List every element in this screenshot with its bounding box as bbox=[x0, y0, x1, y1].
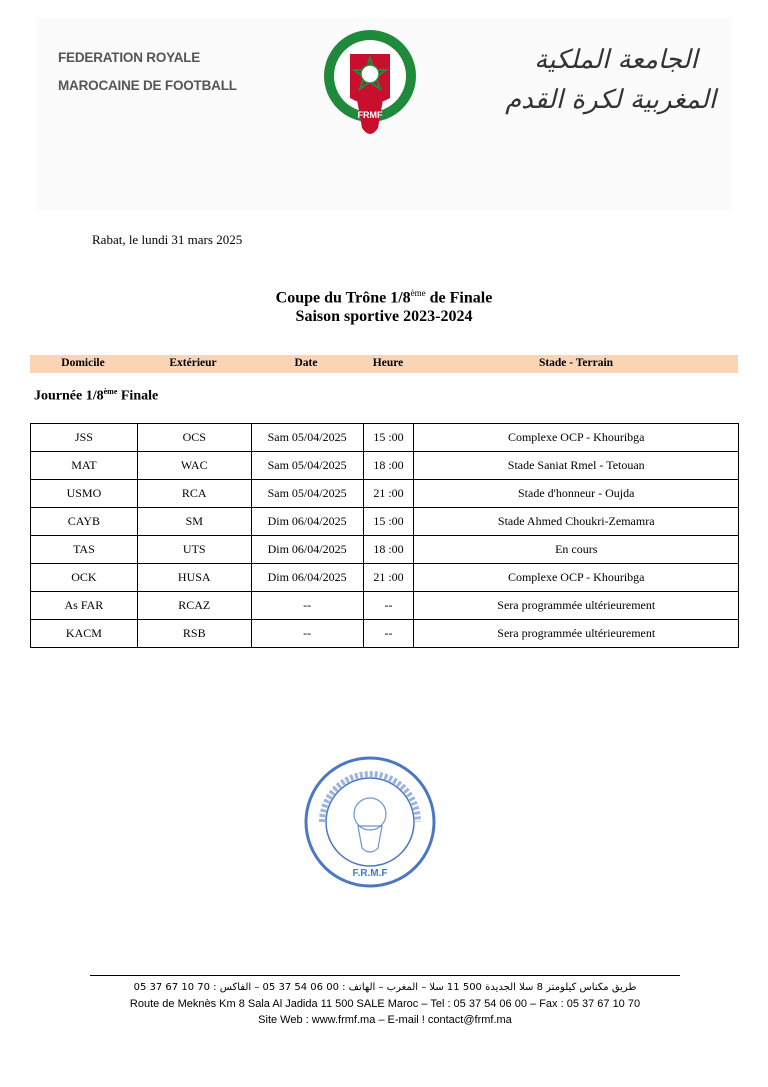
cell-time: -- bbox=[363, 620, 414, 648]
table-row bbox=[31, 620, 739, 648]
cell-time: 15 :00 bbox=[363, 424, 414, 452]
section-title-sup: ème bbox=[103, 387, 118, 396]
cell-time: 18 :00 bbox=[363, 452, 414, 480]
cell-home: JSS bbox=[31, 424, 138, 452]
org-name-arabic bbox=[505, 40, 716, 120]
cell-away: SM bbox=[137, 508, 251, 536]
footer-web-contact: Site Web : www.frmf.ma – E-mail ! contact@frmf.ma bbox=[258, 1014, 512, 1026]
table-row bbox=[31, 564, 739, 592]
cell-time: 18 :00 bbox=[363, 536, 414, 564]
cell-venue: En cours bbox=[414, 536, 739, 564]
column-venue: Stade - Terrain bbox=[538, 357, 614, 369]
table-row bbox=[31, 452, 739, 480]
cell-date: Sam 05/04/2025 bbox=[251, 452, 363, 480]
cell-venue: Stade Ahmed Choukri-Zemamra bbox=[414, 508, 739, 536]
org-name-arabic-line2: المغربية لكرة القدم bbox=[505, 85, 716, 115]
cell-venue: Complexe OCP - Khouribga bbox=[414, 424, 739, 452]
cell-time: 15 :00 bbox=[363, 508, 414, 536]
section-title-pre: Journée 1/8 bbox=[34, 388, 104, 404]
org-name-french-line1: FEDERATION ROYALE bbox=[58, 50, 201, 65]
title-line1-sup: ème bbox=[410, 288, 426, 298]
table-row bbox=[31, 480, 739, 508]
cell-home: OCK bbox=[31, 564, 138, 592]
cell-home: MAT bbox=[31, 452, 138, 480]
cell-date: -- bbox=[251, 592, 363, 620]
matches-table bbox=[30, 423, 739, 648]
cell-date: Sam 05/04/2025 bbox=[251, 424, 363, 452]
cell-date: Dim 06/04/2025 bbox=[251, 536, 363, 564]
footer bbox=[90, 980, 680, 1028]
cell-away: WAC bbox=[137, 452, 251, 480]
cell-date: Sam 05/04/2025 bbox=[251, 480, 363, 508]
table-row bbox=[31, 536, 739, 564]
cell-venue: Stade d'honneur - Oujda bbox=[414, 480, 739, 508]
column-header-bar bbox=[30, 355, 738, 373]
cell-time: -- bbox=[363, 592, 414, 620]
official-stamp bbox=[300, 752, 440, 892]
org-name-arabic-line1: الجامعة الملكية bbox=[534, 45, 698, 75]
cell-home: TAS bbox=[31, 536, 138, 564]
table-row bbox=[31, 424, 739, 452]
org-name-french bbox=[58, 44, 268, 100]
cell-venue: Sera programmée ultérieurement bbox=[414, 620, 739, 648]
cell-away: UTS bbox=[137, 536, 251, 564]
cell-time: 21 :00 bbox=[363, 480, 414, 508]
cell-away: RSB bbox=[137, 620, 251, 648]
title-line1-post: de Finale bbox=[425, 289, 493, 307]
table-row bbox=[31, 592, 739, 620]
cell-venue: Stade Saniat Rmel - Tetouan bbox=[414, 452, 739, 480]
column-away: Extérieur bbox=[169, 357, 217, 369]
cell-home: CAYB bbox=[31, 508, 138, 536]
cell-away: HUSA bbox=[137, 564, 251, 592]
cell-home: As FAR bbox=[31, 592, 138, 620]
cell-venue: Complexe OCP - Khouribga bbox=[414, 564, 739, 592]
column-home: Domicile bbox=[61, 357, 105, 369]
stamp-text: F.R.M.F bbox=[352, 868, 388, 879]
table-row bbox=[31, 508, 739, 536]
org-name-french-line2: MAROCAINE DE FOOTBALL bbox=[58, 78, 237, 93]
cell-away: OCS bbox=[137, 424, 251, 452]
cell-time: 21 :00 bbox=[363, 564, 414, 592]
cell-away: RCA bbox=[137, 480, 251, 508]
cell-date: -- bbox=[251, 620, 363, 648]
title-line2: Saison sportive 2023-2024 bbox=[295, 308, 473, 326]
column-date: Date bbox=[294, 357, 318, 369]
footer-address-arabic: طريق مكناس كيلومتر 8 سلا الجديدة 500 11 سلا – المغرب – الهاتف : 00 06 54 37 05 – الفاكس : 70 10 67 37 05 bbox=[133, 982, 637, 993]
cell-date: Dim 06/04/2025 bbox=[251, 564, 363, 592]
logo-text: FRMF bbox=[357, 110, 383, 120]
document-title bbox=[0, 284, 768, 326]
cell-date: Dim 06/04/2025 bbox=[251, 508, 363, 536]
cell-home: KACM bbox=[31, 620, 138, 648]
footer-address-french: Route de Meknès Km 8 Sala Al Jadida 11 500 SALE Maroc – Tel : 05 37 54 06 00 – Fax : 05 37 67 10 70 bbox=[129, 998, 641, 1010]
section-title bbox=[34, 387, 158, 405]
cell-home: USMO bbox=[31, 480, 138, 508]
title-line1-pre: Coupe du Trône 1/8 bbox=[275, 289, 411, 307]
cell-away: RCAZ bbox=[137, 592, 251, 620]
cell-venue: Sera programmée ultérieurement bbox=[414, 592, 739, 620]
frmf-logo bbox=[320, 28, 420, 158]
document-date: Rabat, le lundi 31 mars 2025 bbox=[92, 232, 243, 247]
column-time: Heure bbox=[372, 357, 404, 369]
footer-divider bbox=[90, 975, 680, 976]
section-title-post: Finale bbox=[117, 388, 159, 404]
title-line1 bbox=[0, 284, 768, 307]
